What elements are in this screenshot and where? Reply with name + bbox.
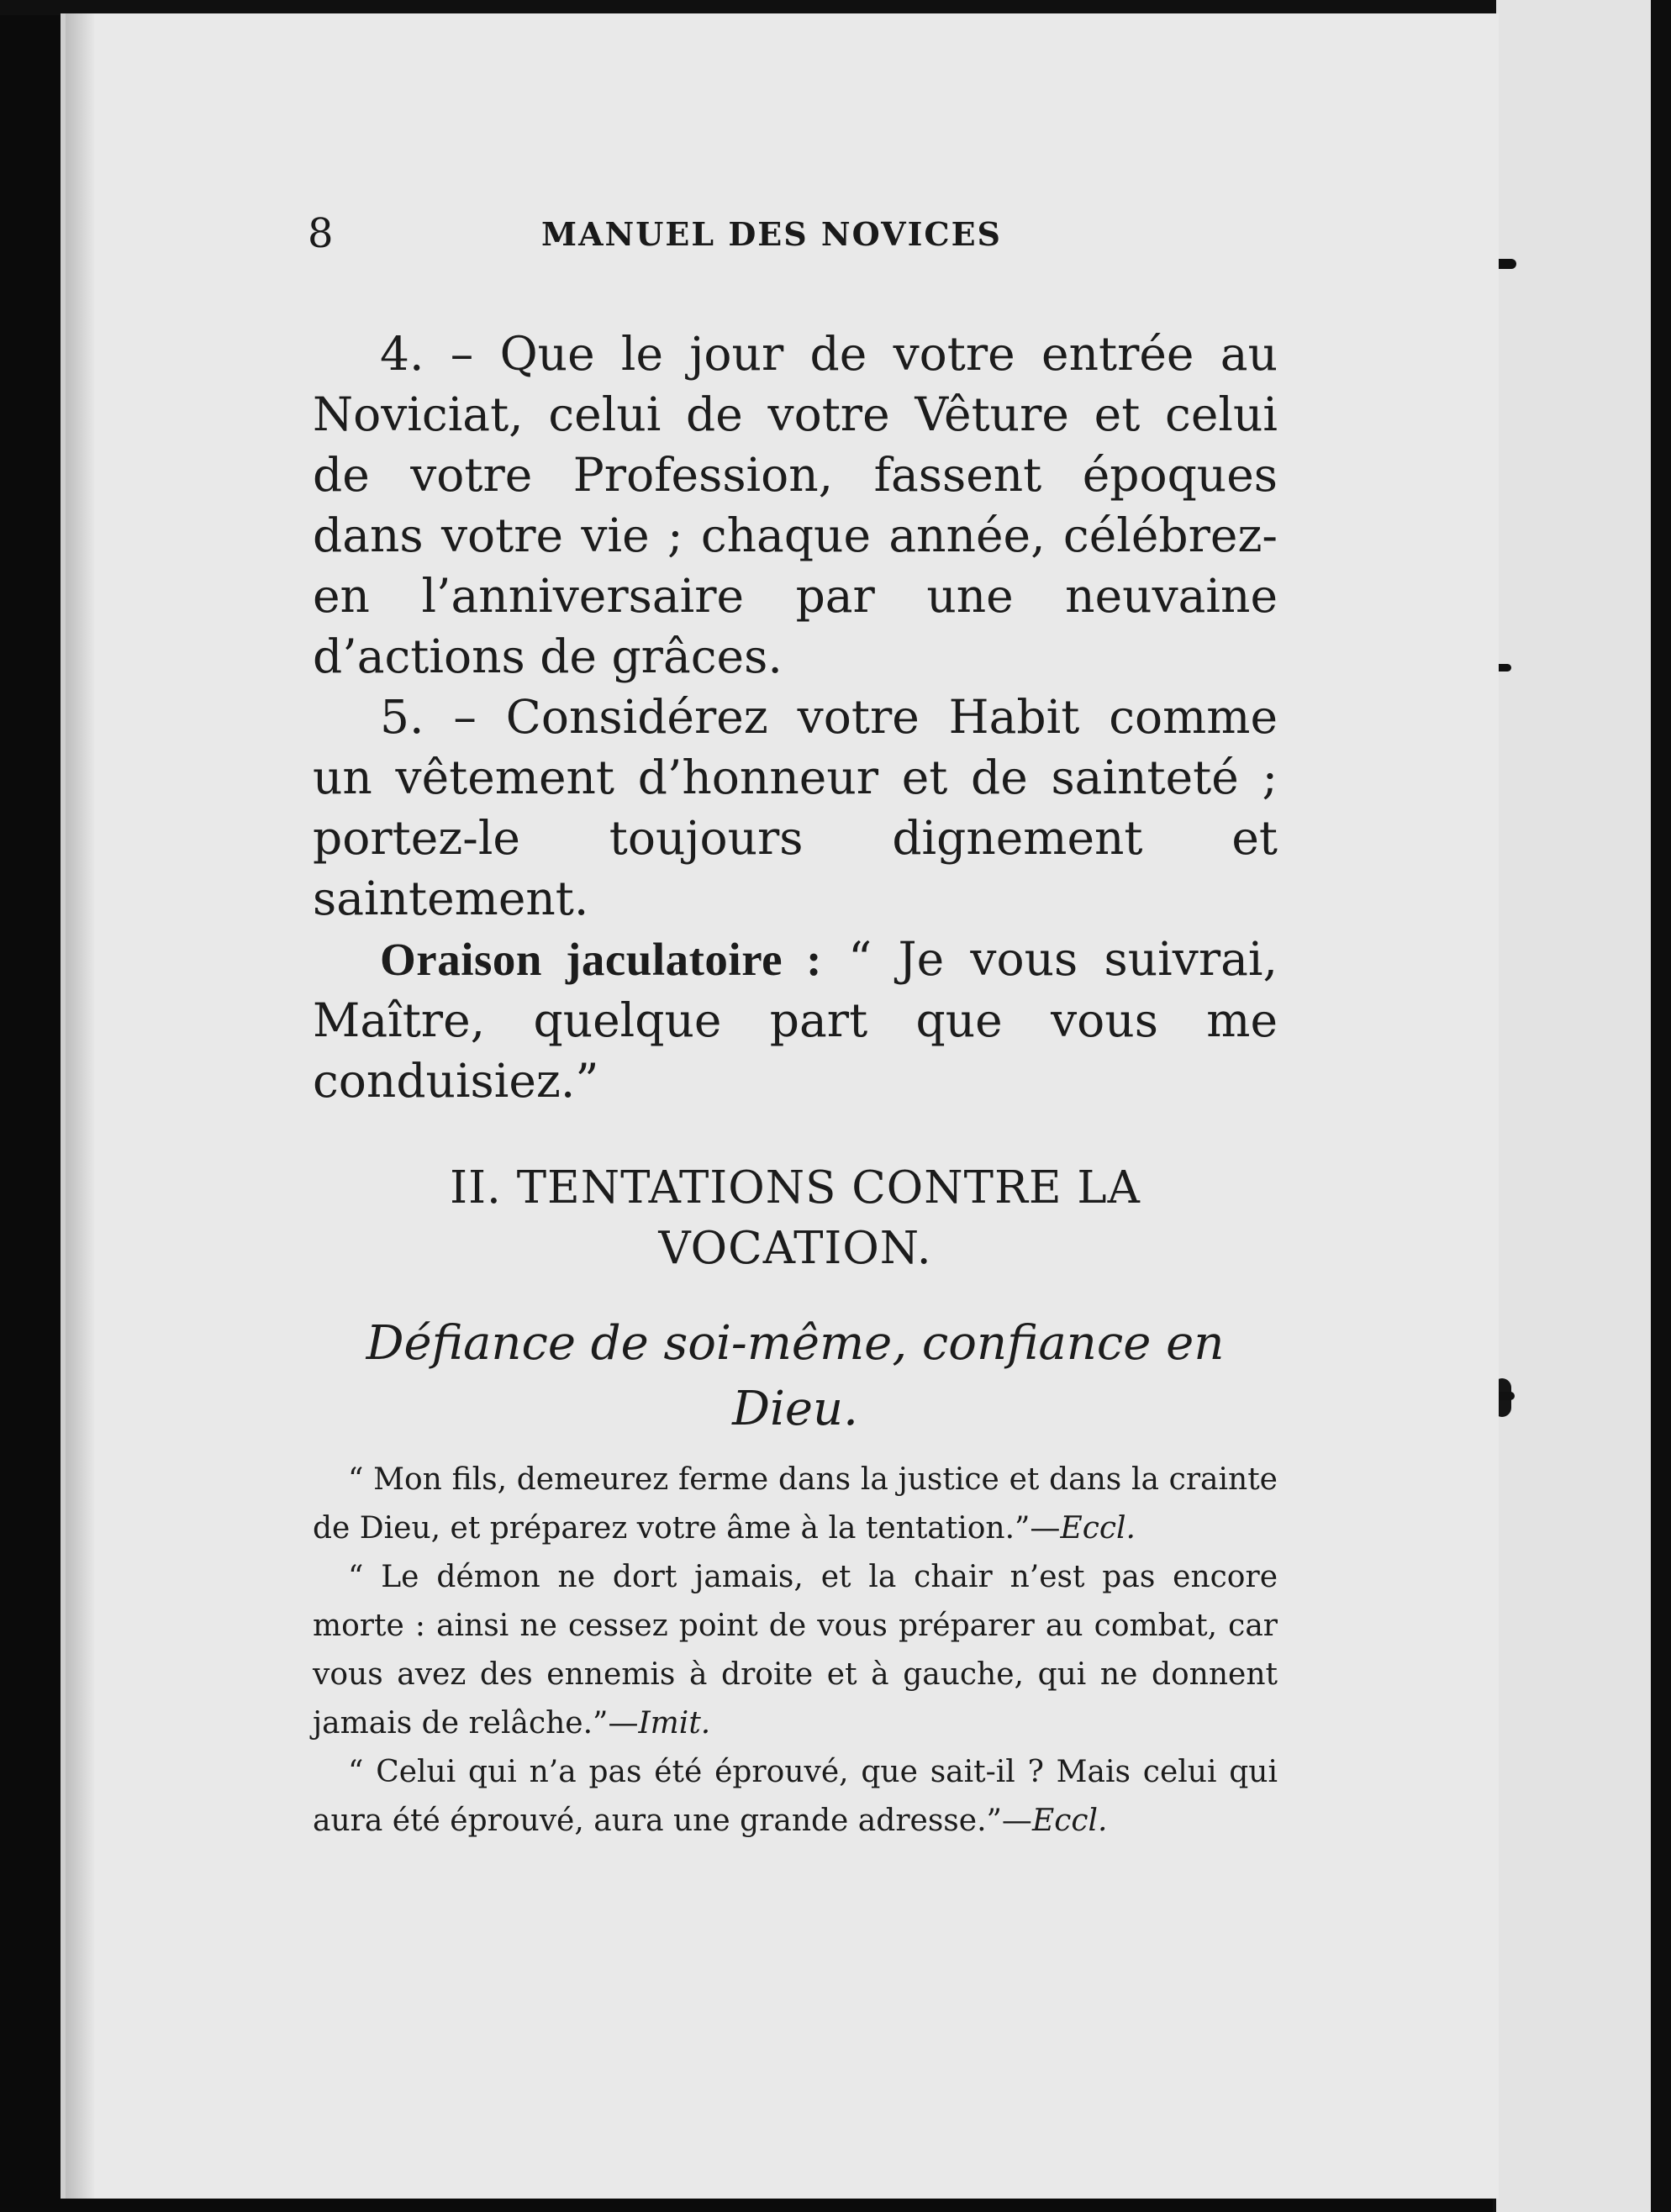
quote-source: Eccl. xyxy=(1060,1511,1136,1546)
section-subheading: Défiance de soi-même, confiance en Dieu. xyxy=(366,1316,1225,1436)
paragraph-5: 5. – Considérez votre Habit comme un vêtement d’honneur et de sainteté ; portez-le toujours dignement et saintement. xyxy=(313,690,1278,925)
page-binding-shadow xyxy=(66,13,94,2199)
adjacent-page-edge xyxy=(1494,0,1671,2212)
prayer-label: Oraison jaculatoire : xyxy=(380,934,822,985)
quote-3 xyxy=(313,1748,1278,1846)
quote-text: “ Le démon ne dort jamais, et la chair n’est pas encore morte : ainsi ne cessez point de vous préparer au combat, car vous avez des ennemis à droite et à gauche, qui ne donnent jamais de relâche.”— xyxy=(313,1560,1278,1741)
quote-2 xyxy=(313,1553,1278,1748)
prayer-text: “ Je vous suivrai, Maître, quelque part que vous me conduisiez.” xyxy=(313,932,1278,1108)
quote-text: “ Mon fils, demeurez ferme dans la justice et dans la crainte de Dieu, et préparez votre âme à la tentation.”— xyxy=(313,1462,1278,1546)
scan-right-edge xyxy=(1651,0,1671,2212)
page-number: 8 xyxy=(308,210,334,257)
quote-source: Imit. xyxy=(638,1706,711,1741)
paragraph-4: 4. – Que le jour de votre entrée au Noviciat, celui de votre Vêture et celui de votre Profession, fassent époques dans votre vie ; chaque année, célébrez-en l’anniversaire par une neuvaine d’actions de grâces. xyxy=(313,327,1278,683)
quote-text: “ Celui qui n’a pas été éprouvé, que sait-il ? Mais celui qui aura été éprouvé, aura une grande adresse.”— xyxy=(313,1755,1278,1838)
quote-source: Eccl. xyxy=(1031,1804,1108,1838)
running-header xyxy=(308,210,1434,269)
running-title: MANUEL DES NOVICES xyxy=(541,215,1002,253)
jaculatory-prayer xyxy=(313,929,1278,1111)
quote-1 xyxy=(313,1456,1278,1553)
section-heading: II. TENTATIONS CONTRE LA VOCATION. xyxy=(450,1162,1141,1274)
page-body xyxy=(313,324,1278,1846)
